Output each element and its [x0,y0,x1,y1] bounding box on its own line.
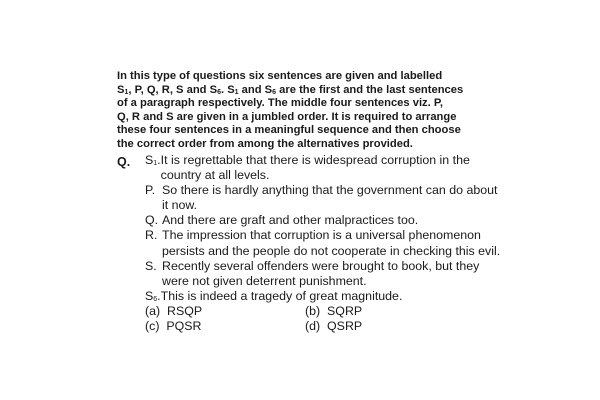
instructions-line-2: $S_1$, P, Q, R, S and $S_6$. $S_1$ and $S_6$ are the first and the last sentences [117,83,464,96]
sentence-tag-subscript: 6 [153,295,158,303]
sentence-tag: P. [145,183,156,198]
sentence-s [145,259,505,289]
sentence-text: So there is hardly anything that the government can do about it now. [162,183,498,213]
sentence-tag: R. [145,228,158,243]
sentence-tag-subscript: 1 [153,160,158,167]
instructions-line-6: the correct order from among the alternatives provided. [117,137,413,150]
option-d[interactable]: (d) QSRP [305,319,363,334]
sentence-tag: S. [145,258,157,273]
sentence-q [145,213,505,228]
instructions-line-4: Q, R and S are given in a jumbled order. It is required to arrange [117,110,457,123]
instructions-line-5: these four sentences in a meaningful sequence and then choose [117,124,461,137]
instructions-line-3: of a paragraph respectively. The middle four sentences viz. P, [117,97,443,110]
sentence-text: It is regrettable that there is widespread corruption in the country at all levels. [160,153,470,183]
sentence-text: And there are graft and other malpractices too. [162,213,419,228]
sentence-text: This is indeed a tragedy of great magnitude. [160,288,403,303]
answer-options [145,304,505,334]
sentence-p [145,183,505,213]
option-c[interactable]: (c) PQSR [145,319,202,334]
instructions-paragraph [117,70,502,152]
instructions-line-1: In this type of questions six sentences are given and labelled [117,70,443,82]
option-a[interactable]: (a) RSQP [145,303,203,318]
sentence-text: The impression that corruption is a universal phenomenon persists and the people do not cooperate in checking this evil. [162,228,501,258]
sentence-s6: $S_6$. This is indeed a tragedy of great magnitude. [145,289,505,304]
sentence-s1: $S_1$. It is regrettable that there is widespread corruption in the country at all levels. [145,153,505,183]
sentence-tag: S [145,288,154,303]
sentence-tag: Q. [145,213,159,228]
question-body [145,153,505,334]
question-label: Q. [117,155,131,169]
sentence-tag: S [145,153,154,167]
option-b[interactable]: (b) SQRP [305,303,363,318]
sentence-text: Recently several offenders were brought to book, but they were not given deterrent punishment. [162,258,480,288]
sentence-r [145,228,505,258]
